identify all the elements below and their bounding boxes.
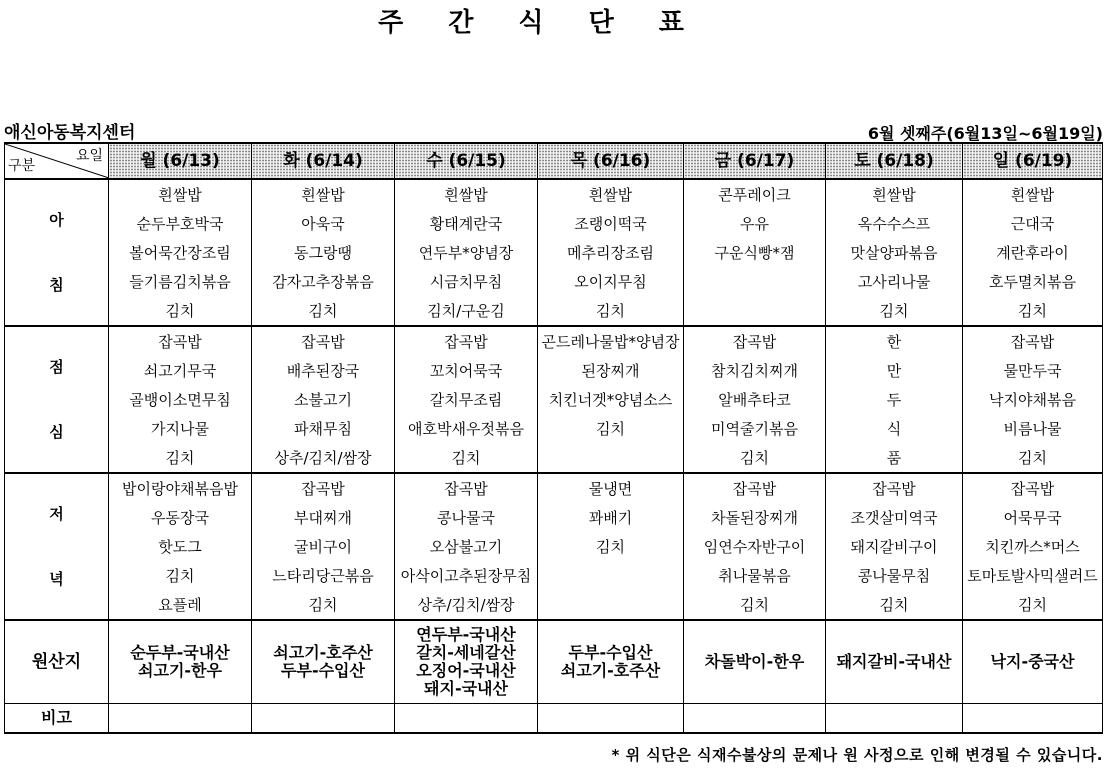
menu-item: 소불고기 — [252, 385, 395, 414]
day-header-thu: 목 (6/16) — [538, 143, 684, 179]
menu-item: 상추/김치/쌈장 — [252, 443, 395, 473]
day-header-sun: 일 (6/19) — [963, 143, 1103, 179]
menu-item: 두 — [826, 385, 963, 414]
menu-item: 부대찌개 — [252, 503, 395, 532]
menu-item: 알배추타코 — [684, 385, 826, 414]
menu-item: 김치 — [826, 296, 963, 326]
menu-item: 김치 — [109, 296, 252, 326]
menu-item: 흰쌀밥 — [826, 179, 963, 209]
origin-cell — [395, 620, 538, 704]
menu-item: 치킨까스*머스 — [963, 532, 1103, 561]
menu-item: 김치 — [538, 414, 684, 443]
menu-item: 느타리당근볶음 — [252, 561, 395, 590]
menu-item: 물냉면 — [538, 473, 684, 503]
center-name: 애신아동복지센터 — [4, 123, 136, 143]
day-header-tue: 화 (6/14) — [252, 143, 395, 179]
origin-cell — [538, 620, 684, 704]
lunch-row — [5, 443, 1103, 473]
menu-item: 치킨너겟*양념소스 — [538, 385, 684, 414]
menu-item: 배추된장국 — [252, 356, 395, 385]
remark-cell — [395, 704, 538, 734]
dinner-row — [5, 532, 1103, 561]
menu-item: 잡곡밥 — [826, 473, 963, 503]
menu-item: 꼬치어묵국 — [395, 356, 538, 385]
weekly-menu-table — [4, 142, 1103, 734]
menu-item: 파채무침 — [252, 414, 395, 443]
menu-item — [684, 296, 826, 326]
menu-item: 쇠고기무국 — [109, 356, 252, 385]
day-header-wed: 수 (6/15) — [395, 143, 538, 179]
breakfast-row — [5, 209, 1103, 238]
origin-line: 연두부-국내산 — [416, 625, 516, 644]
menu-item — [538, 443, 684, 473]
origin-row — [5, 620, 1103, 704]
menu-item: 잡곡밥 — [963, 326, 1103, 356]
origin-label: 원산지 — [5, 620, 109, 704]
menu-item: 곤드레나물밥*양념장 — [538, 326, 684, 356]
dinner-row — [5, 473, 1103, 503]
menu-item: 김치 — [684, 590, 826, 620]
menu-item: 옥수수스프 — [826, 209, 963, 238]
header-row — [5, 143, 1103, 179]
menu-item: 순두부호박국 — [109, 209, 252, 238]
menu-item: 차돌된장찌개 — [684, 503, 826, 532]
origin-line: 쇠고기-호주산 — [273, 643, 373, 662]
menu-item: 맛살양파볶음 — [826, 238, 963, 267]
meal-label-top: 저 — [49, 505, 64, 523]
menu-item: 한 — [826, 326, 963, 356]
menu-item: 콩나물국 — [395, 503, 538, 532]
menu-item: 낙지야채볶음 — [963, 385, 1103, 414]
breakfast-row — [5, 238, 1103, 267]
origin-cell — [684, 620, 826, 704]
menu-item: 밥이랑야채볶음밥 — [109, 473, 252, 503]
remark-cell — [109, 704, 252, 734]
menu-item: 감자고추장볶음 — [252, 267, 395, 296]
menu-item: 흰쌀밥 — [963, 179, 1103, 209]
menu-item: 잡곡밥 — [684, 326, 826, 356]
menu-item: 김치 — [395, 443, 538, 473]
menu-item: 고사리나물 — [826, 267, 963, 296]
menu-item — [684, 267, 826, 296]
breakfast-row — [5, 267, 1103, 296]
menu-item: 동그랑땡 — [252, 238, 395, 267]
menu-item: 골뱅이소면무침 — [109, 385, 252, 414]
menu-item: 돼지갈비구이 — [826, 532, 963, 561]
menu-item: 김치 — [684, 443, 826, 473]
meal-label-top: 점 — [49, 358, 64, 376]
menu-item: 김치/구운김 — [395, 296, 538, 326]
menu-item: 굴비구이 — [252, 532, 395, 561]
menu-item: 우유 — [684, 209, 826, 238]
menu-item: 꽈배기 — [538, 503, 684, 532]
menu-item: 된장찌개 — [538, 356, 684, 385]
menu-item: 아삭이고추된장무침 — [395, 561, 538, 590]
menu-item: 임연수자반구이 — [684, 532, 826, 561]
meal-label-bottom: 침 — [49, 276, 64, 294]
menu-item: 김치 — [109, 443, 252, 473]
menu-item: 흰쌀밥 — [252, 179, 395, 209]
menu-item: 시금치무침 — [395, 267, 538, 296]
menu-item: 김치 — [963, 296, 1103, 326]
meal-label-top: 아 — [49, 211, 64, 229]
menu-item — [538, 561, 684, 590]
menu-item: 취나물볶음 — [684, 561, 826, 590]
menu-item: 조랭이떡국 — [538, 209, 684, 238]
remark-row — [5, 704, 1103, 734]
menu-item: 흰쌀밥 — [395, 179, 538, 209]
breakfast-label — [5, 179, 109, 326]
breakfast-row — [5, 296, 1103, 326]
menu-item: 황태계란국 — [395, 209, 538, 238]
menu-item: 잡곡밥 — [684, 473, 826, 503]
menu-item: 김치 — [109, 561, 252, 590]
origin-line: 두부-수입산 — [568, 643, 653, 662]
menu-item: 김치 — [252, 590, 395, 620]
lunch-row — [5, 414, 1103, 443]
menu-item: 연두부*양념장 — [395, 238, 538, 267]
corner-cell — [5, 143, 109, 179]
menu-item: 구운식빵*잼 — [684, 238, 826, 267]
origin-line: 낙지-중국산 — [990, 652, 1075, 671]
menu-item: 호두멸치볶음 — [963, 267, 1103, 296]
menu-item: 핫도그 — [109, 532, 252, 561]
day-header-fri: 금 (6/17) — [684, 143, 826, 179]
menu-item: 볼어묵간장조림 — [109, 238, 252, 267]
menu-item: 계란후라이 — [963, 238, 1103, 267]
menu-item: 김치 — [538, 296, 684, 326]
menu-item: 잡곡밥 — [252, 473, 395, 503]
menu-item: 김치 — [826, 590, 963, 620]
menu-item: 콩나물무침 — [826, 561, 963, 590]
dinner-row — [5, 561, 1103, 590]
week-label: 6월 셋째주(6월13일~6월19일) — [867, 124, 1103, 143]
menu-item: 김치 — [538, 532, 684, 561]
breakfast-row — [5, 179, 1103, 209]
origin-line: 오징어-국내산 — [416, 661, 516, 680]
menu-item: 상추/김치/쌈장 — [395, 590, 538, 620]
menu-item: 아욱국 — [252, 209, 395, 238]
menu-item: 조갯살미역국 — [826, 503, 963, 532]
corner-day-label: 요일 — [75, 148, 103, 164]
menu-item: 어묵무국 — [963, 503, 1103, 532]
menu-item: 들기름김치볶음 — [109, 267, 252, 296]
origin-cell — [826, 620, 963, 704]
menu-item: 비름나물 — [963, 414, 1103, 443]
dinner-row — [5, 503, 1103, 532]
remark-label: 비고 — [5, 704, 109, 734]
origin-line: 쇠고기-호주산 — [560, 661, 661, 680]
corner-category-label: 구분 — [8, 158, 36, 174]
footnote: * 위 식단은 식재수불상의 문제나 원 사정으로 인해 변경될 수 있습니다. — [611, 746, 1103, 764]
origin-line: 차돌박이-한우 — [704, 652, 805, 671]
menu-item: 잡곡밥 — [252, 326, 395, 356]
menu-item: 요플레 — [109, 590, 252, 620]
meal-label-bottom: 심 — [49, 423, 64, 441]
origin-cell — [109, 620, 252, 704]
menu-item: 애호박새우젓볶음 — [395, 414, 538, 443]
menu-item: 참치김치찌개 — [684, 356, 826, 385]
day-header-sat: 토 (6/18) — [826, 143, 963, 179]
origin-line: 순두부-국내산 — [130, 643, 230, 662]
menu-item: 잡곡밥 — [395, 326, 538, 356]
menu-item: 품 — [826, 443, 963, 473]
remark-cell — [684, 704, 826, 734]
menu-item: 잡곡밥 — [963, 473, 1103, 503]
day-header-mon: 월 (6/13) — [109, 143, 252, 179]
menu-item: 잡곡밥 — [395, 473, 538, 503]
origin-cell — [963, 620, 1103, 704]
menu-item: 만 — [826, 356, 963, 385]
remark-cell — [963, 704, 1103, 734]
menu-item: 근대국 — [963, 209, 1103, 238]
origin-line: 두부-수입산 — [281, 661, 365, 680]
remark-cell — [538, 704, 684, 734]
origin-line: 돼지-국내산 — [424, 679, 508, 698]
menu-item: 갈치무조림 — [395, 385, 538, 414]
menu-item: 우동장국 — [109, 503, 252, 532]
meal-label-bottom: 녁 — [49, 570, 64, 588]
menu-item: 흰쌀밥 — [538, 179, 684, 209]
menu-item: 물만두국 — [963, 356, 1103, 385]
menu-item: 가지나물 — [109, 414, 252, 443]
page-title: 주 간 식 단 표 — [378, 8, 702, 38]
dinner-row — [5, 590, 1103, 620]
lunch-row — [5, 356, 1103, 385]
menu-item: 오이지무침 — [538, 267, 684, 296]
menu-item: 토마토발사믹샐러드 — [963, 561, 1103, 590]
menu-item: 김치 — [963, 443, 1103, 473]
menu-item: 잡곡밥 — [109, 326, 252, 356]
remark-cell — [252, 704, 395, 734]
menu-item: 미역줄기볶음 — [684, 414, 826, 443]
lunch-row — [5, 326, 1103, 356]
origin-line: 쇠고기-한우 — [138, 661, 222, 680]
menu-item: 메추리장조림 — [538, 238, 684, 267]
menu-item: 식 — [826, 414, 963, 443]
menu-item: 흰쌀밥 — [109, 179, 252, 209]
origin-cell — [252, 620, 395, 704]
origin-line: 갈치-세네갈산 — [416, 643, 516, 662]
menu-item: 콘푸레이크 — [684, 179, 826, 209]
lunch-row — [5, 385, 1103, 414]
dinner-label — [5, 473, 109, 620]
menu-item: 오삼불고기 — [395, 532, 538, 561]
origin-line: 돼지갈비-국내산 — [836, 652, 952, 671]
lunch-label — [5, 326, 109, 473]
menu-item: 김치 — [252, 296, 395, 326]
menu-item: 김치 — [963, 590, 1103, 620]
menu-item — [538, 590, 684, 620]
remark-cell — [826, 704, 963, 734]
